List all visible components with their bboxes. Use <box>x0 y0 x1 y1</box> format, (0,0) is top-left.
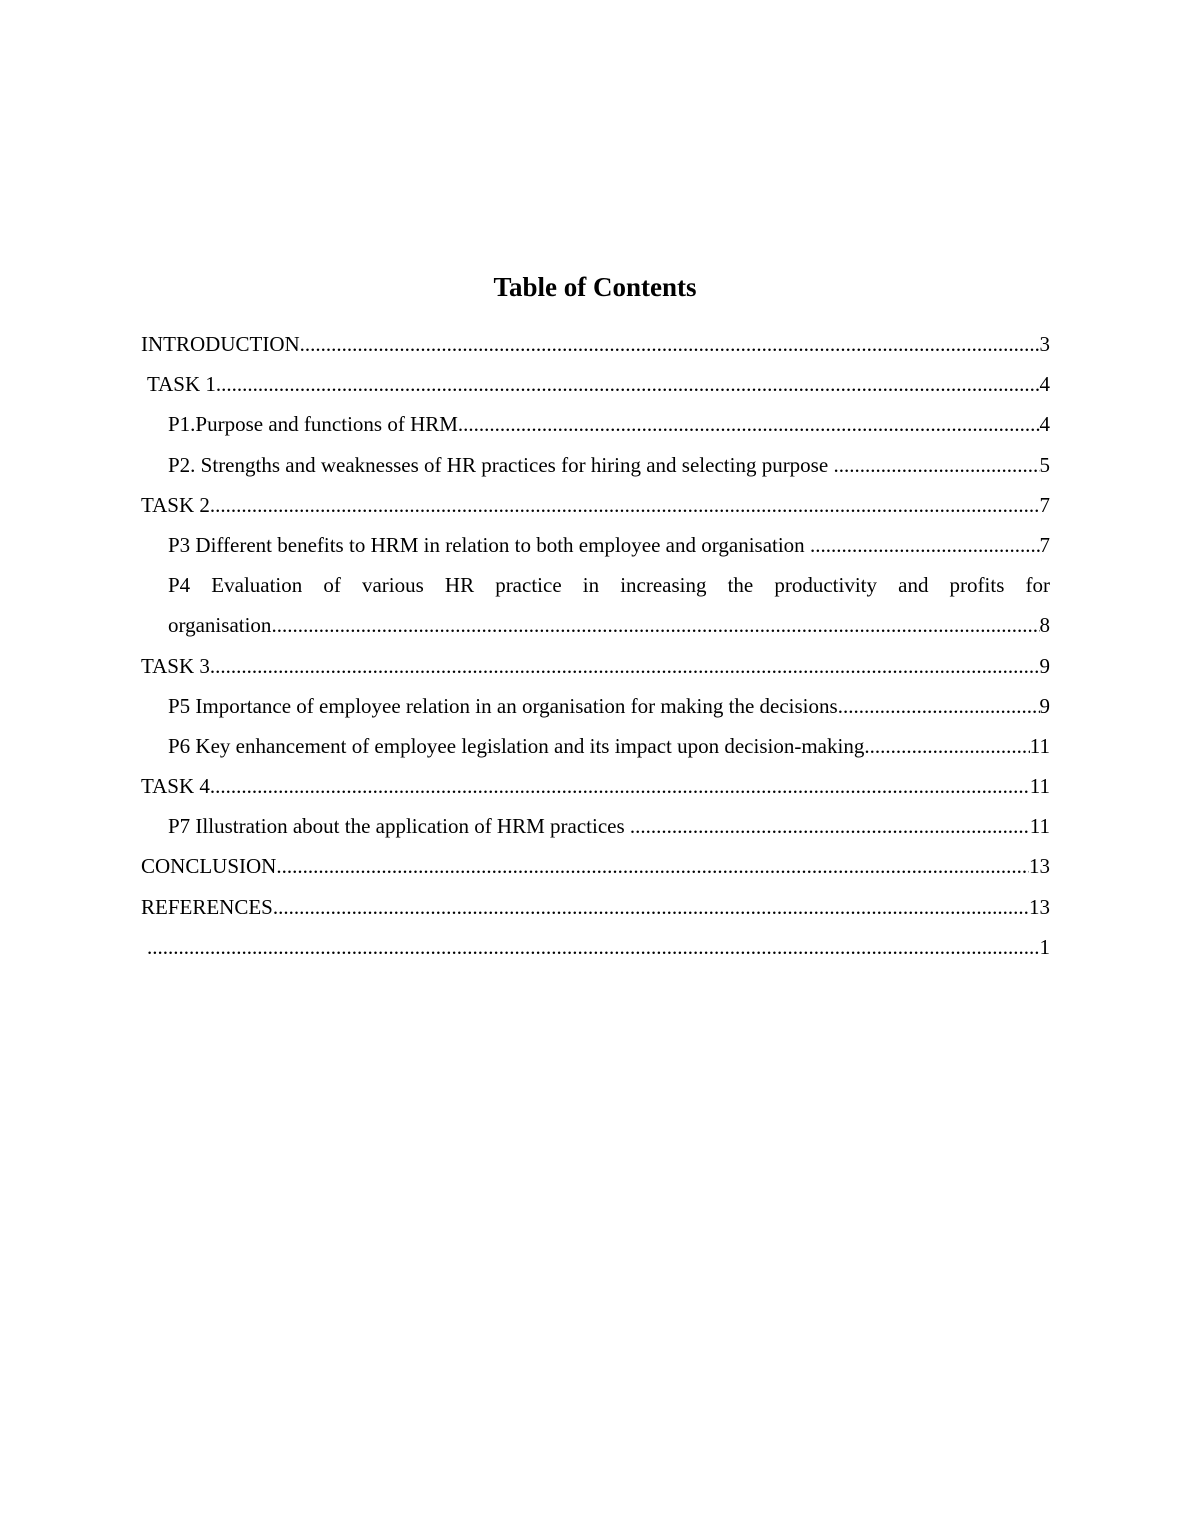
toc-page-number: 5 <box>1039 452 1050 477</box>
toc-entry-p7[interactable] <box>141 806 1050 846</box>
toc-entry-label-line-2: organisation <box>168 613 272 638</box>
toc-entry-label: P7 Illustration about the application of HRM practices <box>168 814 630 839</box>
toc-entry-label: P2. Strengths and weaknesses of HR practices for hiring and selecting purpose <box>168 452 834 477</box>
toc-entry-introduction[interactable] <box>141 324 1050 364</box>
toc-entry-label: CONCLUSION <box>141 854 277 879</box>
toc-entry-p3[interactable] <box>141 525 1050 565</box>
dot-leader <box>300 324 1040 364</box>
dot-leader <box>864 726 1029 766</box>
toc-entry-p5[interactable] <box>141 686 1050 726</box>
toc-entry-label: P3 Different benefits to HRM in relation to both employee and organisation <box>168 532 810 557</box>
toc-entry-line-2 <box>168 605 1050 645</box>
dot-leader <box>833 445 1039 485</box>
dot-leader <box>276 846 1029 886</box>
toc-page-number: 11 <box>1029 733 1050 758</box>
toc-entry-label: TASK 1 <box>147 372 216 397</box>
dot-leader <box>210 485 1040 525</box>
toc-entry-task-4[interactable] <box>141 766 1050 806</box>
dot-leader <box>838 686 1040 726</box>
dot-leader <box>210 646 1040 686</box>
toc-entry-label: TASK 2 <box>141 492 210 517</box>
toc-entry-label: P5 Importance of employee relation in an organisation for making the decisions <box>168 693 838 718</box>
toc-entry-p2[interactable] <box>141 445 1050 485</box>
toc-entry-p4[interactable] <box>141 565 1050 645</box>
toc-entry-label: TASK 3 <box>141 653 210 678</box>
toc-entry-label: INTRODUCTION <box>141 332 300 356</box>
toc-page-number: 9 <box>1039 653 1050 678</box>
dot-leader <box>216 364 1040 404</box>
toc-page-number: 7 <box>1039 532 1050 557</box>
dot-leader <box>147 927 1040 967</box>
toc-entry-label: P1.Purpose and functions of HRM <box>168 412 458 437</box>
toc-page-number: 13 <box>1029 854 1050 879</box>
toc-page-number: 4 <box>1039 412 1050 437</box>
toc-page-number: 8 <box>1039 613 1050 638</box>
toc-entry-task-3[interactable] <box>141 646 1050 686</box>
toc-entry-conclusion[interactable] <box>141 846 1050 886</box>
toc-title: Table of Contents <box>493 272 697 302</box>
toc-page-number: 7 <box>1039 492 1050 517</box>
toc-page-number: 1 <box>1039 934 1050 959</box>
toc-entry-task-2[interactable] <box>141 485 1050 525</box>
toc-page-number: 9 <box>1039 693 1050 718</box>
toc-entry-p1[interactable] <box>141 404 1050 444</box>
toc-page-number: 11 <box>1029 774 1050 799</box>
toc-entry-task-1[interactable] <box>141 364 1050 404</box>
toc-page-number: 13 <box>1029 894 1050 919</box>
dot-leader <box>271 605 1039 645</box>
toc-entry-label: TASK 4 <box>141 774 210 799</box>
toc-entry-label-line-1: P4 Evaluation of various HR practice in increasing the productivity and profits for <box>168 573 1050 598</box>
dot-leader <box>810 525 1040 565</box>
toc-entry-untitled[interactable] <box>141 927 1050 967</box>
toc-page-number: 11 <box>1029 814 1050 839</box>
dot-leader <box>458 404 1040 444</box>
dot-leader <box>210 766 1030 806</box>
toc-page-number: 3 <box>1039 332 1050 356</box>
toc-entry-p6[interactable] <box>141 726 1050 766</box>
dot-leader <box>630 806 1030 846</box>
toc-entry-label: P6 Key enhancement of employee legislation and its impact upon decision-making <box>168 733 865 758</box>
dot-leader <box>273 887 1029 927</box>
toc-page-number: 4 <box>1039 372 1050 397</box>
toc-entry-references[interactable] <box>141 887 1050 927</box>
table-of-contents <box>141 324 1050 967</box>
toc-entry-label: REFERENCES <box>141 894 273 919</box>
